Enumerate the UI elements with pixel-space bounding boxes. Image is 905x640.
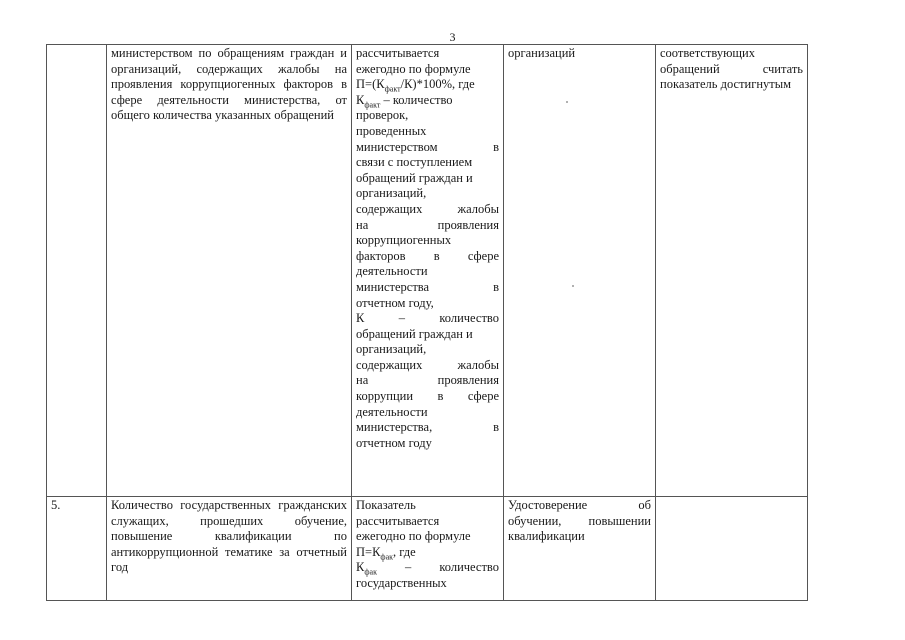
method-line: министерства в bbox=[356, 279, 499, 294]
method-line: проведенных bbox=[356, 123, 427, 138]
method-line: коррупциогенных bbox=[356, 233, 452, 248]
method-line: факторов в сфере bbox=[356, 248, 499, 263]
table-row bbox=[47, 497, 808, 601]
method-line: на проявления bbox=[356, 217, 499, 232]
method-line: коррупции в сфере bbox=[356, 389, 499, 404]
method-line: министерством в bbox=[356, 139, 499, 154]
method-line: $К_{факт}$ – количество bbox=[356, 92, 453, 110]
method-line: ежегодно по формуле bbox=[356, 61, 471, 76]
method-line: содержащих жалобы bbox=[356, 201, 499, 216]
method-line: ежегодно по формуле bbox=[356, 529, 471, 544]
method-line: $П=(К_{факт}/К)*100\%$, где bbox=[356, 77, 475, 94]
method-line: министерства, в bbox=[356, 420, 499, 435]
method-line: $К_{фак}$ – количество bbox=[356, 560, 499, 577]
formula-subscript: факт bbox=[364, 100, 381, 110]
method-line: деятельности bbox=[356, 264, 428, 279]
calculation-method-cell bbox=[352, 497, 504, 601]
formula-subscript: фак bbox=[380, 552, 394, 562]
target-value-cell bbox=[656, 497, 808, 601]
method-line: содержащих жалобы bbox=[356, 357, 499, 372]
method-line: государственных bbox=[356, 575, 447, 590]
method-line: рассчитывается bbox=[356, 513, 440, 528]
formula-subscript: факт bbox=[384, 84, 401, 94]
method-line: К – количество bbox=[356, 311, 499, 326]
target-value-cell: соответствующих обращений считать показатель достигнутым bbox=[656, 45, 808, 497]
formula-subscript: фак bbox=[364, 567, 377, 577]
calculation-method-cell bbox=[352, 45, 504, 497]
method-line: обращений граждан и bbox=[356, 326, 473, 341]
method-line: на проявления bbox=[356, 373, 499, 388]
method-line: $П=К_{фак}$, где bbox=[356, 544, 416, 562]
indicator-cell: министерством по обращениям граждан и организаций, содержащих жалобы на проявления коррупциогенных факторов в сфере деятельности министерства, от общего количества указанных обращений bbox=[107, 45, 352, 497]
indicator-cell: Количество государственных гражданских служащих, прошедших обучение, повышение квалификации по антикоррупционной тематике за отчетный год bbox=[107, 497, 352, 601]
method-line: отчетном году, bbox=[356, 295, 434, 310]
method-line: организаций, bbox=[356, 186, 427, 201]
method-line: рассчитывается bbox=[356, 46, 440, 60]
method-line: связи с поступлением bbox=[356, 155, 473, 170]
data-source-cell: Удостоверение об обучении, повышении квалификации bbox=[504, 497, 656, 601]
page-number: 3 bbox=[449, 30, 456, 44]
data-source-cell: организаций bbox=[504, 45, 656, 497]
row-number-cell bbox=[47, 45, 107, 497]
table-row bbox=[47, 45, 808, 497]
method-line: отчетном году bbox=[356, 435, 432, 450]
method-line: организаций, bbox=[356, 342, 427, 357]
scan-speck bbox=[566, 101, 568, 103]
row-number-cell: 5. bbox=[47, 497, 107, 601]
method-line: обращений граждан и bbox=[356, 170, 473, 185]
indicators-table bbox=[46, 44, 808, 601]
method-line: проверок, bbox=[356, 108, 409, 123]
method-line: деятельности bbox=[356, 404, 428, 419]
scan-speck bbox=[572, 285, 574, 287]
method-line: Показатель bbox=[356, 498, 416, 512]
